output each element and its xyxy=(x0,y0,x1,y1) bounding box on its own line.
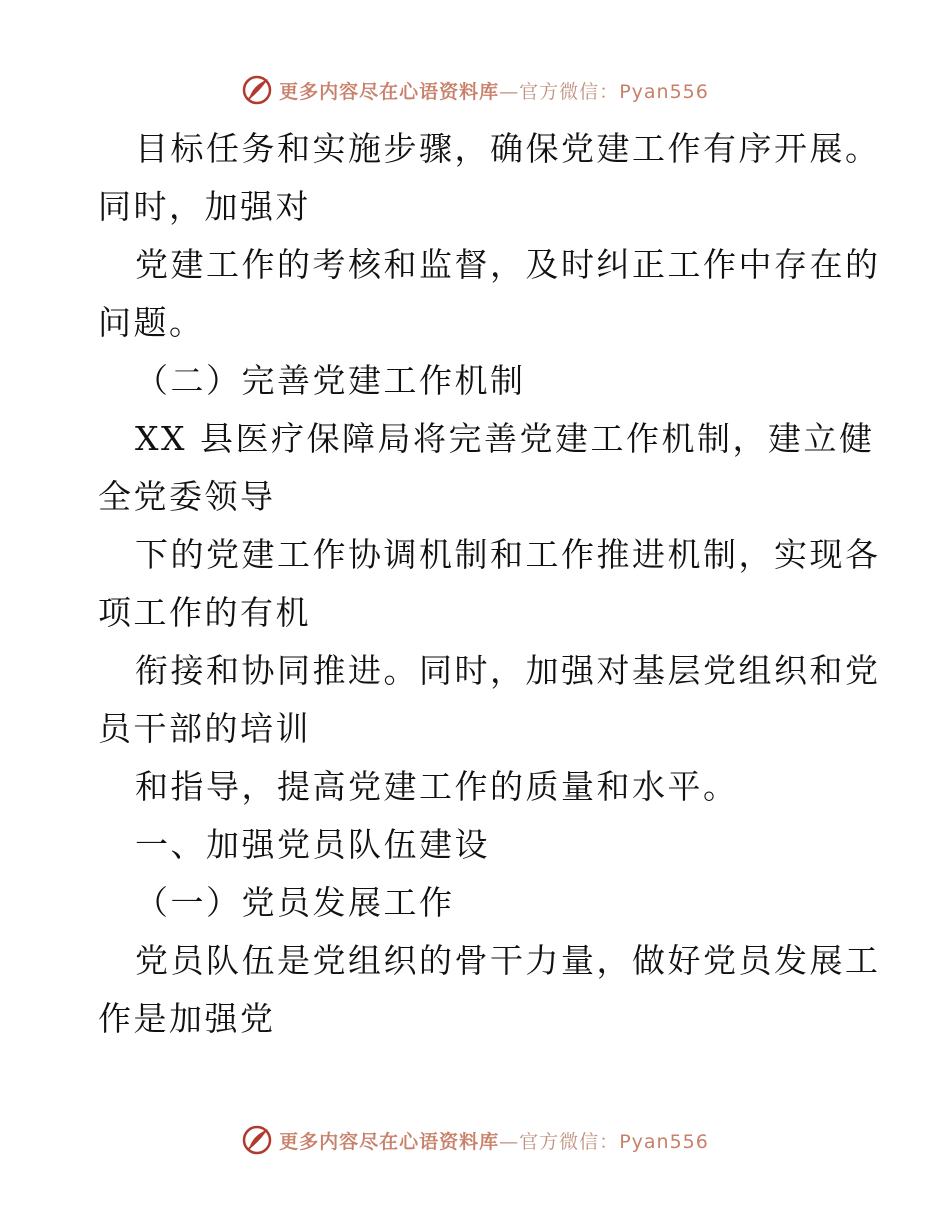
document-body xyxy=(98,120,881,1048)
header-banner xyxy=(0,70,950,110)
quill-logo-icon xyxy=(241,74,273,106)
paragraph-line: 员干部的培训 xyxy=(98,709,311,748)
paragraph-line: 同时，加强对 xyxy=(98,187,311,226)
section-heading: （一）党员发展工作 xyxy=(135,883,455,922)
paragraph-line: XX 县医疗保障局将完善党建工作机制，建立健 xyxy=(135,419,875,458)
footer-banner xyxy=(0,1120,950,1160)
paragraph-line: 全党委领导 xyxy=(98,477,276,516)
paragraph-line: 目标任务和实施步骤，确保党建工作有序开展。 xyxy=(135,129,881,168)
paragraph-line: 项工作的有机 xyxy=(98,593,311,632)
paragraph-line: 衔接和协同推进。同时，加强对基层党组织和党 xyxy=(135,651,881,690)
paragraph-line: 党建工作的考核和监督，及时纠正工作中存在的 xyxy=(135,245,881,284)
paragraph-line: 作是加强党 xyxy=(98,999,276,1038)
paragraph-line: 问题。 xyxy=(98,303,205,342)
wechat-id: Pyan556 xyxy=(619,80,709,103)
wechat-id: Pyan556 xyxy=(619,1130,709,1153)
section-heading: 一、加强党员队伍建设 xyxy=(135,825,490,864)
banner-text: 更多内容尽在心语资料库—官方微信：Pyan556 xyxy=(279,80,709,103)
section-heading: （二）完善党建工作机制 xyxy=(135,361,526,400)
paragraph-line: 和指导，提高党建工作的质量和水平。 xyxy=(135,767,739,806)
banner-text: 更多内容尽在心语资料库—官方微信：Pyan556 xyxy=(279,1130,709,1153)
paragraph-line: 下的党建工作协调机制和工作推进机制，实现各 xyxy=(135,535,881,574)
paragraph-line: 党员队伍是党组织的骨干力量，做好党员发展工 xyxy=(135,941,881,980)
quill-logo-icon xyxy=(241,1124,273,1156)
